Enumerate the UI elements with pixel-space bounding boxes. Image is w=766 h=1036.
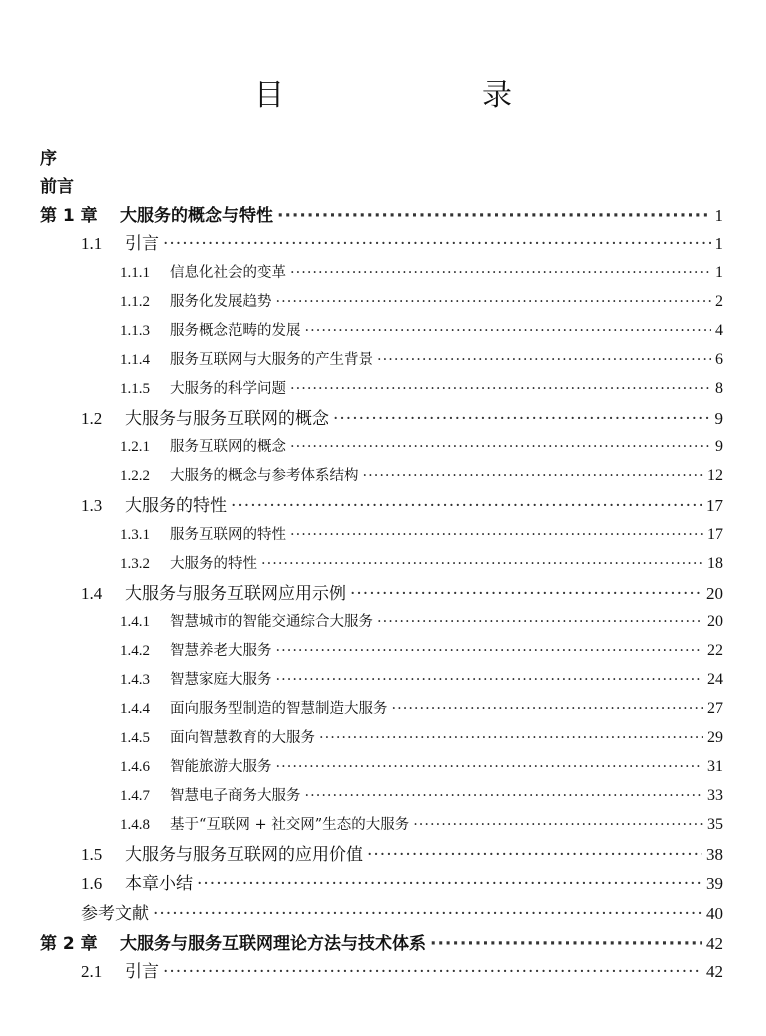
entry-page: 42: [706, 934, 723, 953]
entry-label: 大服务与服务互联网的概念: [125, 409, 329, 429]
entry-label: 大服务与服务互联网应用示例: [125, 584, 346, 604]
entry-number: 1.3.1: [120, 527, 150, 543]
entry-label: 服务概念范畴的发展: [170, 323, 301, 339]
leader-dots: [377, 352, 711, 368]
entry-page: 42: [706, 962, 723, 981]
entry-page: 9: [715, 438, 723, 455]
toc-entry-section[interactable]: [81, 229, 723, 254]
entry-page: 1: [715, 264, 723, 281]
entry-number: 1.3.2: [120, 556, 150, 572]
entry-page: 40: [706, 904, 723, 923]
entry-label: 引言: [125, 962, 159, 982]
entry-page: 9: [714, 409, 723, 428]
leader-dots: [261, 556, 703, 572]
toc-entry-subsection[interactable]: [120, 523, 723, 544]
leader-dots: [350, 584, 702, 604]
entry-page: 17: [707, 526, 723, 543]
entry-page: 31: [707, 758, 723, 775]
entry-number: 1.1.4: [120, 352, 150, 368]
entry-page: 12: [707, 467, 723, 484]
toc-entry-subsection[interactable]: [120, 755, 723, 776]
entry-label: 引言: [125, 234, 159, 254]
entry-number: 1.4.6: [120, 759, 150, 775]
entry-label: 服务互联网与大服务的产生背景: [170, 352, 373, 368]
entry-page: 20: [707, 613, 723, 630]
leader-dots: [290, 381, 711, 397]
entry-number: 1.1.1: [120, 265, 150, 281]
entry-number: 1.1: [81, 234, 103, 253]
entry-label: 智慧家庭大服务: [170, 672, 272, 688]
toc-entry-subsection[interactable]: [120, 319, 723, 340]
entry-label: 服务互联网的概念: [170, 439, 286, 455]
entry-number: 1.1.3: [120, 323, 150, 339]
leader-dots: [367, 845, 702, 865]
toc-entry-subsection[interactable]: [120, 464, 723, 485]
entry-number: 1.2.2: [120, 468, 150, 484]
entry-label: 大服务的科学问题: [170, 381, 286, 397]
entry-page: 33: [707, 787, 723, 804]
entry-page: 2: [715, 293, 723, 310]
toc-entry-subsection[interactable]: [120, 290, 723, 311]
toc-entry-subsection[interactable]: [120, 813, 723, 834]
entry-label: 大服务的特性: [170, 556, 257, 572]
toc-entry-section[interactable]: [81, 491, 723, 516]
leader-dots: [276, 294, 712, 310]
toc-entry-section[interactable]: [81, 840, 723, 865]
leader-dots: [276, 643, 704, 659]
leader-dots: [290, 265, 711, 281]
entry-number: 1.6: [81, 874, 103, 893]
leader-dots: [430, 934, 702, 954]
entry-label: 参考文献: [81, 904, 149, 924]
entry-number: 2.1: [81, 962, 103, 981]
toc-entry-subsection[interactable]: [120, 639, 723, 660]
entry-label: 大服务与服务互联网理论方法与技术体系: [120, 934, 426, 954]
leader-dots: [305, 323, 712, 339]
entry-label: 智慧养老大服务: [170, 643, 272, 659]
toc-foreword[interactable]: 前言: [40, 177, 74, 197]
entry-label: 面向服务型制造的智慧制造大服务: [170, 701, 388, 717]
entry-label: 大服务的特性: [125, 496, 227, 516]
entry-label: 面向智慧教育的大服务: [170, 730, 315, 746]
entry-page: 20: [706, 584, 723, 603]
leader-dots: [276, 672, 704, 688]
toc-entry-chapter[interactable]: [40, 929, 723, 954]
entry-label: 智能旅游大服务: [170, 759, 272, 775]
entry-label: 信息化社会的变革: [170, 265, 286, 281]
toc-entry-subsection[interactable]: [120, 552, 723, 573]
entry-page: 1: [714, 206, 723, 225]
entry-label: 服务互联网的特性: [170, 527, 286, 543]
toc-entry-subsection[interactable]: [120, 610, 723, 631]
leader-dots: [163, 962, 702, 982]
toc-entry-subsection[interactable]: [120, 784, 723, 805]
entry-number: 1.4.2: [120, 643, 150, 659]
entry-label: 大服务与服务互联网的应用价值: [125, 845, 363, 865]
entry-page: 8: [715, 380, 723, 397]
toc-entry-section[interactable]: [81, 957, 723, 982]
entry-label: 服务化发展趋势: [170, 294, 272, 310]
entry-label: 大服务的概念与特性: [120, 206, 273, 226]
page-title: 目 录: [254, 78, 558, 113]
toc-entry-chapter[interactable]: [40, 201, 723, 226]
entry-page: 22: [707, 642, 723, 659]
toc-entry-references[interactable]: [81, 899, 723, 924]
leader-dots: [276, 759, 704, 775]
entry-number: 1.4.1: [120, 614, 150, 630]
leader-dots: [392, 701, 704, 717]
entry-page: 18: [707, 555, 723, 572]
leader-dots: [231, 496, 702, 516]
leader-dots: [319, 730, 703, 746]
toc-preface[interactable]: 序: [40, 149, 57, 169]
leader-dots: [277, 206, 711, 226]
entry-page: 39: [706, 874, 723, 893]
entry-label: 智慧电子商务大服务: [170, 788, 301, 804]
toc-entry-section[interactable]: [81, 579, 723, 604]
entry-page: 24: [707, 671, 723, 688]
entry-page: 38: [706, 845, 723, 864]
leader-dots: [377, 614, 703, 630]
toc-entry-subsection[interactable]: [120, 668, 723, 689]
entry-page: 29: [707, 729, 723, 746]
entry-number: 1.1.5: [120, 381, 150, 397]
entry-number: 1.3: [81, 496, 103, 515]
entry-number: 1.4.5: [120, 730, 150, 746]
toc-entry-subsection[interactable]: [120, 348, 723, 369]
toc-entry-subsection[interactable]: [120, 697, 723, 718]
leader-dots: [153, 904, 702, 924]
entry-label: 基于“互联网 + 社交网”生态的大服务: [170, 817, 410, 833]
entry-number: 1.2.1: [120, 439, 150, 455]
entry-page: 6: [715, 351, 723, 368]
toc-entry-subsection[interactable]: [120, 435, 723, 456]
entry-page: 35: [707, 816, 723, 833]
toc-entry-subsection[interactable]: [120, 377, 723, 398]
entry-label: 大服务的概念与参考体系结构: [170, 468, 359, 484]
leader-dots: [413, 817, 703, 833]
entry-number: 1.4.7: [120, 788, 150, 804]
toc-entry-section[interactable]: [81, 404, 723, 429]
leader-dots: [290, 439, 711, 455]
entry-page: 1: [714, 234, 723, 253]
entry-number: 1.4.8: [120, 817, 150, 833]
entry-number: 1.1.2: [120, 294, 150, 310]
entry-number: 1.4: [81, 584, 103, 603]
entry-number: 1.2: [81, 409, 103, 428]
leader-dots: [163, 234, 711, 254]
leader-dots: [197, 874, 702, 894]
entry-page: 4: [715, 322, 723, 339]
entry-label: 本章小结: [125, 874, 193, 894]
toc-entry-subsection[interactable]: [120, 261, 723, 282]
entry-number: 1.5: [81, 845, 103, 864]
entry-label: 智慧城市的智能交通综合大服务: [170, 614, 373, 630]
toc-entry-subsection[interactable]: [120, 726, 723, 747]
leader-dots: [333, 409, 711, 429]
entry-number: 第 1 章: [40, 206, 98, 226]
entry-number: 1.4.4: [120, 701, 150, 717]
entry-page: 27: [707, 700, 723, 717]
leader-dots: [290, 527, 703, 543]
entry-number: 1.4.3: [120, 672, 150, 688]
leader-dots: [305, 788, 704, 804]
entry-page: 17: [706, 496, 723, 515]
entry-number: 第 2 章: [40, 934, 98, 954]
toc-entry-section[interactable]: [81, 869, 723, 894]
leader-dots: [363, 468, 704, 484]
